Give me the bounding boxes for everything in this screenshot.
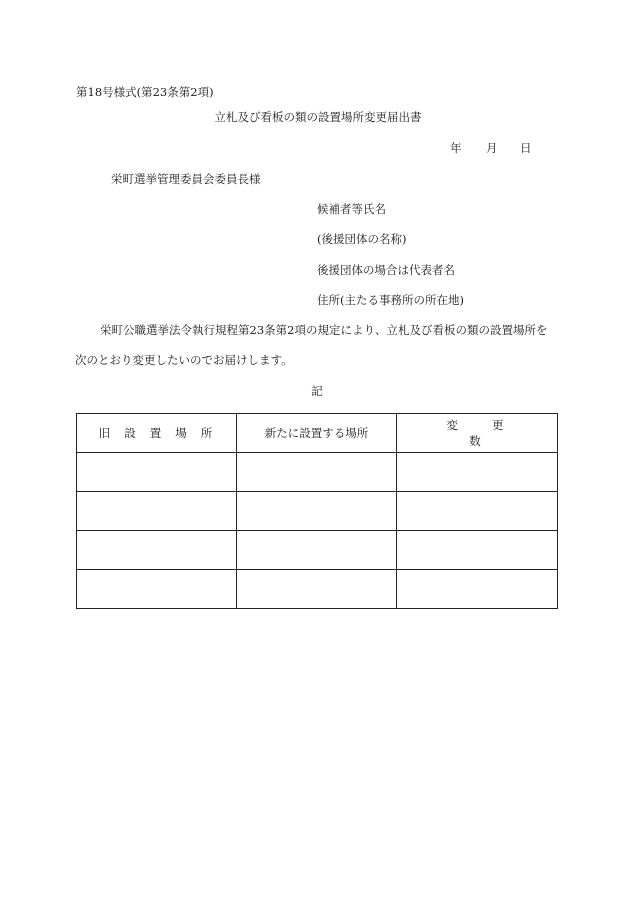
cell-change-count	[397, 453, 558, 492]
header-new-location: 新たに設置する場所	[237, 414, 397, 453]
cell-new-location	[237, 531, 397, 570]
ki-label: 記	[311, 384, 323, 398]
table-row	[77, 570, 558, 609]
form-number: 第18号様式(第23条第2項)	[76, 85, 214, 99]
table-header-row	[77, 414, 558, 453]
cell-change-count	[397, 531, 558, 570]
change-table	[76, 413, 558, 609]
cell-old-location	[77, 492, 237, 531]
body-text-line-2: 次のとおり変更したいのでお届けします。	[75, 353, 293, 367]
applicant-org-label: (後援団体の名称)	[317, 232, 407, 246]
cell-new-location	[237, 570, 397, 609]
table-row	[77, 531, 558, 570]
addressee: 栄町選挙管理委員会委員長様	[111, 172, 261, 186]
cell-change-count	[397, 492, 558, 531]
header-old-location: 旧設置場所	[77, 414, 237, 453]
cell-new-location	[237, 453, 397, 492]
body-text-line-1: 栄町公職選挙法令執行規程第23条第2項の規定により、立札及び看板の類の設置場所を	[100, 323, 548, 337]
applicant-address-label: 住所(主たる事務所の所在地)	[317, 293, 464, 307]
date-year-label: 年	[450, 141, 462, 155]
cell-old-location	[77, 531, 237, 570]
cell-new-location	[237, 492, 397, 531]
applicant-name-label: 候補者等氏名	[317, 202, 386, 216]
applicant-representative-label: 後援団体の場合は代表者名	[317, 263, 455, 277]
table-row	[77, 492, 558, 531]
table-row	[77, 453, 558, 492]
date-day-label: 日	[520, 141, 532, 155]
header-change-count: 変更数	[397, 414, 558, 453]
document-title: 立札及び看板の類の設置場所変更届出書	[214, 110, 422, 124]
date-month-label: 月	[486, 141, 498, 155]
cell-old-location	[77, 570, 237, 609]
cell-old-location	[77, 453, 237, 492]
cell-change-count	[397, 570, 558, 609]
